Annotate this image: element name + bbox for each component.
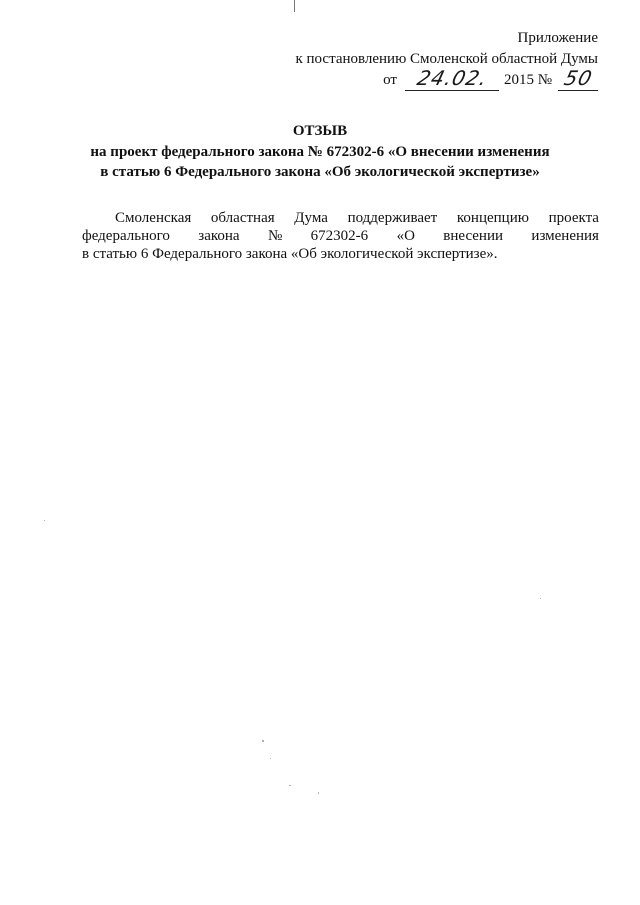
scan-speck <box>289 785 291 786</box>
word: «О <box>396 228 415 244</box>
title-line-2: в статью 6 Федерального закона «Об экологической экспертизе» <box>100 164 540 180</box>
handwritten-date: 24.02. <box>414 66 491 90</box>
year-number-label: 2015 № <box>503 72 552 88</box>
date-prefix: от <box>383 72 397 88</box>
date-field <box>405 66 499 91</box>
word: изменения <box>531 228 599 244</box>
scan-edge-mark <box>294 0 295 12</box>
body-paragraph <box>82 209 599 263</box>
document-title <box>80 121 560 182</box>
number-field <box>558 66 598 91</box>
word: концепцию <box>456 210 529 226</box>
scan-speck <box>540 598 541 599</box>
appendix-header <box>295 28 598 91</box>
word: № <box>267 228 283 244</box>
body-line-1 <box>82 209 599 227</box>
scan-speck <box>44 520 45 521</box>
handwritten-number: 50 <box>562 66 596 90</box>
title-heading: ОТЗЫВ <box>292 123 348 139</box>
word: областная <box>210 210 275 226</box>
date-number-line <box>295 66 598 91</box>
scan-speck <box>270 758 271 759</box>
word: закона <box>198 228 240 244</box>
word: Смоленская <box>115 210 192 226</box>
scan-speck <box>262 740 264 742</box>
word: 672302-6 <box>310 228 369 244</box>
body-line-2 <box>82 227 599 245</box>
word: федерального <box>82 228 170 244</box>
word: внесении <box>443 228 504 244</box>
body-line-3: в статью 6 Федерального закона «Об экологической экспертизе». <box>82 246 498 262</box>
word: проекта <box>548 210 599 226</box>
title-line-1: на проект федерального закона № 672302-6 «О внесении изменения <box>90 144 550 160</box>
scan-speck <box>318 792 319 794</box>
appendix-label: Приложение <box>517 30 598 46</box>
word: поддерживает <box>347 210 438 226</box>
resolution-reference: к постановлению Смоленской областной Думы <box>295 51 598 67</box>
word: Дума <box>294 210 328 226</box>
